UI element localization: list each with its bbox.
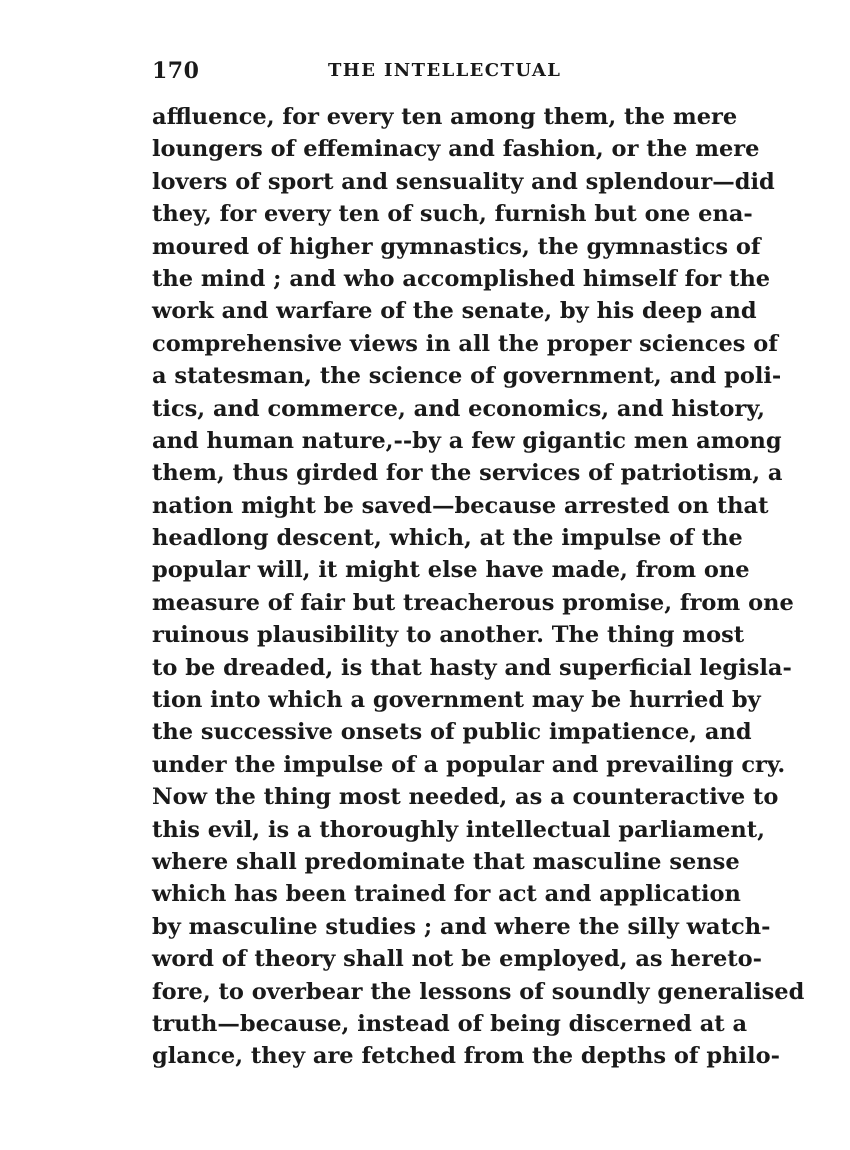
- text-line: fore, to overbear the lessons of soundly generalised: [152, 978, 805, 1005]
- running-title: THE INTELLECTUAL: [328, 60, 562, 81]
- text-line: headlong descent, which, at the impulse of the: [152, 525, 743, 552]
- text-line: measure of fair but treacherous promise, from one: [152, 589, 794, 616]
- text-line: under the impulse of a popular and prevailing cry.: [152, 751, 786, 778]
- text-line: this evil, is a thoroughly intellectual parliament,: [152, 816, 765, 843]
- text-line: loungers of effeminacy and fashion, or the mere: [152, 136, 760, 163]
- text-line: and human nature,--by a few gigantic men among: [152, 427, 782, 454]
- text-line: the mind ; and who accomplished himself for the: [152, 265, 771, 292]
- text-line: to be dreaded, is that hasty and superficial legisla-: [152, 654, 792, 681]
- text-line: comprehensive views in all the proper sciences of: [152, 330, 778, 357]
- text-line: work and warfare of the senate, by his deep and: [152, 298, 757, 325]
- text-line: tics, and commerce, and economics, and history,: [152, 395, 766, 422]
- text-line: Now the thing most needed, as a counteractive to: [152, 784, 779, 811]
- text-line: which has been trained for act and application: [152, 881, 741, 908]
- running-head: [152, 58, 700, 88]
- text-line: a statesman, the science of government, and poli-: [152, 363, 782, 390]
- text-line: affluence, for every ten among them, the mere: [152, 104, 738, 130]
- text-line: they, for every ten of such, furnish but one ena-: [152, 201, 753, 228]
- text-line: ruinous plausibility to another. The thing most: [152, 622, 745, 649]
- text-line: the successive onsets of public impatience, and: [152, 719, 752, 746]
- text-line: word of theory shall not be employed, as hereto-: [152, 946, 763, 973]
- text-line: glance, they are fetched from the depths of philo-: [152, 1043, 780, 1070]
- text-line: moured of higher gymnastics, the gymnastics of: [152, 233, 761, 260]
- text-line: where shall predominate that masculine sense: [152, 848, 740, 875]
- page-number: 170: [152, 58, 200, 84]
- body-text: [152, 101, 805, 1073]
- text-line: popular will, it might else have made, from one: [152, 557, 750, 584]
- text-line: tion into which a government may be hurried by: [152, 687, 761, 714]
- text-line: nation might be saved—because arrested on that: [152, 492, 769, 519]
- text-line: by masculine studies ; and where the silly watch-: [152, 913, 771, 940]
- text-line: them, thus girded for the services of patriotism, a: [152, 460, 783, 487]
- text-line: lovers of sport and sensuality and splendour—did: [152, 168, 775, 195]
- text-line: truth—because, instead of being discerned at a: [152, 1010, 748, 1037]
